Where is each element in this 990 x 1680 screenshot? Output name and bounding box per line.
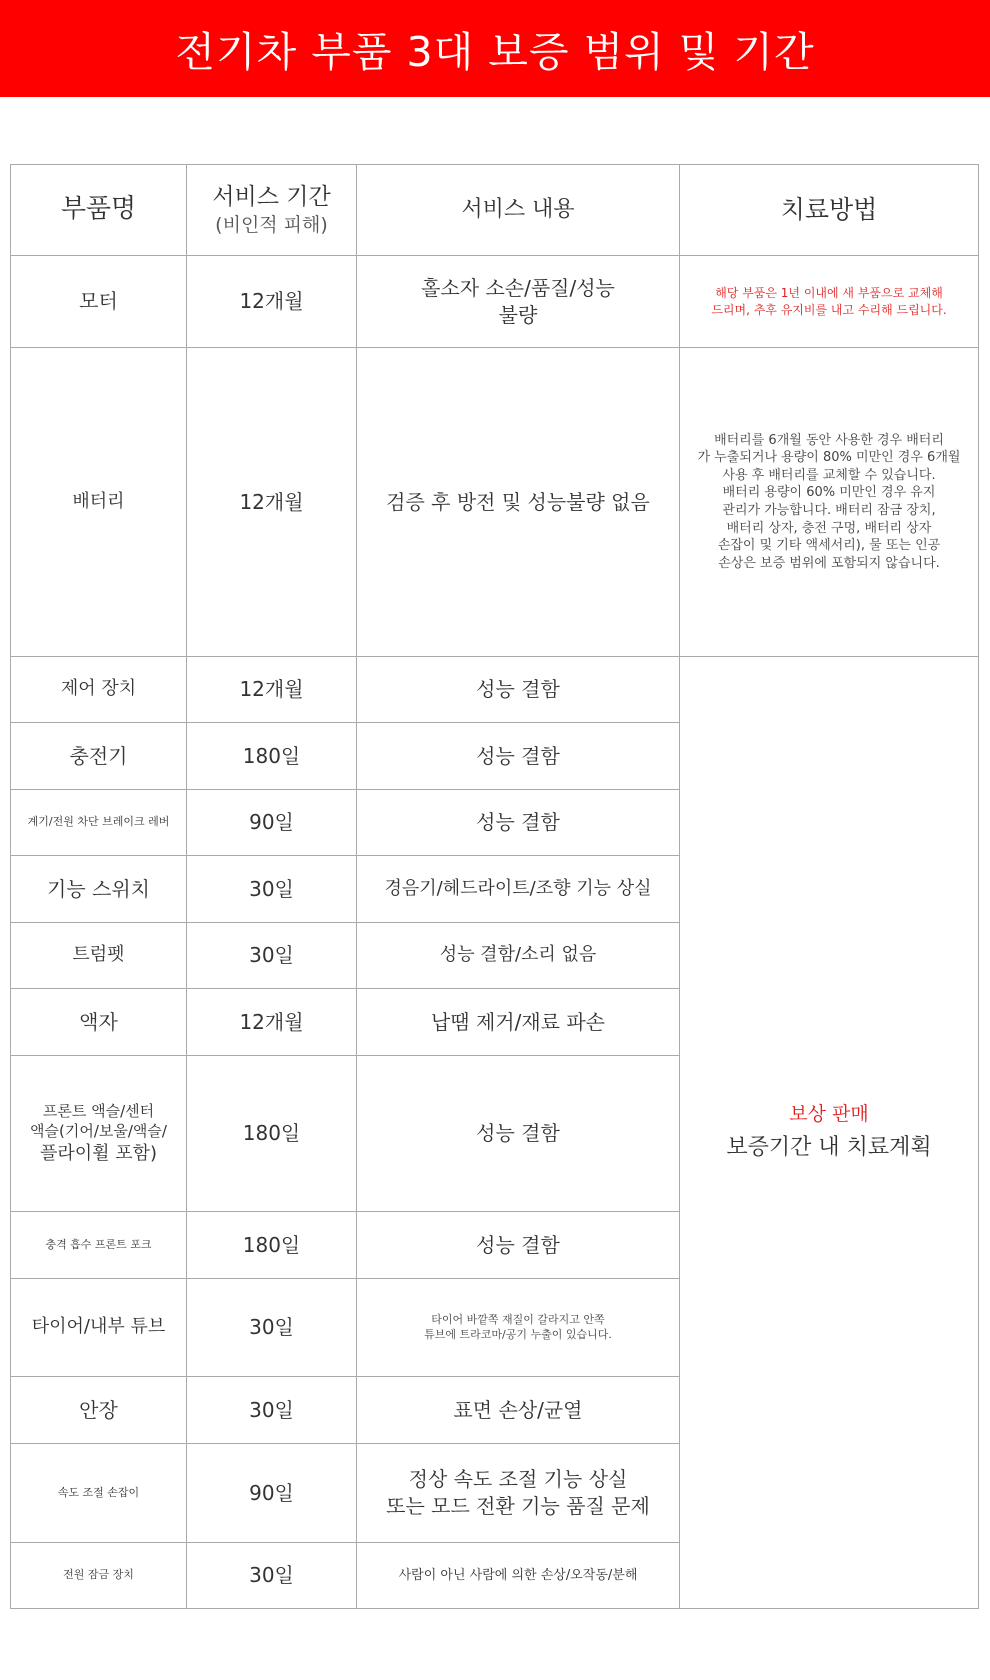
content-cell: 정상 속도 조절 기능 상실 또는 모드 전환 기능 품질 문제 (357, 1444, 680, 1543)
page-title: 전기차 부품 3대 보증 범위 및 기간 (175, 28, 815, 76)
header-period-sub: (비인적 피해) (215, 213, 328, 236)
period-cell: 30일 (187, 856, 357, 923)
period-cell: 30일 (187, 923, 357, 989)
content-cell: 성능 결함 (357, 1212, 680, 1279)
table-header-row (11, 165, 979, 256)
content-cell: 홀소자 소손/품질/성능 불량 (357, 256, 680, 348)
title-banner (0, 0, 990, 97)
warranty-table (10, 164, 979, 1609)
period-cell: 180일 (187, 1212, 357, 1279)
period-cell: 30일 (187, 1377, 357, 1444)
period-cell: 30일 (187, 1543, 357, 1609)
header-part: 부품명 (11, 165, 187, 256)
header-content: 서비스 내용 (357, 165, 680, 256)
part-cell: 속도 조절 손잡이 (11, 1444, 187, 1543)
period-cell: 12개월 (187, 657, 357, 723)
table-row (11, 348, 979, 657)
merged-method-cell (680, 657, 979, 1609)
content-cell: 성능 결함/소리 없음 (357, 923, 680, 989)
trade-in-label: 보상 판매 (789, 1102, 869, 1125)
content-cell: 성능 결함 (357, 1056, 680, 1212)
part-cell: 타이어/내부 튜브 (11, 1279, 187, 1377)
part-cell: 전원 잠금 장치 (11, 1543, 187, 1609)
header-method: 치료방법 (680, 165, 979, 256)
table-row (11, 256, 979, 348)
period-cell: 180일 (187, 1056, 357, 1212)
part-cell: 트럼펫 (11, 923, 187, 989)
content-cell: 검증 후 방전 및 성능불량 없음 (357, 348, 680, 657)
method-cell: 배터리를 6개월 동안 사용한 경우 배터리 가 누출되거나 용량이 80% 미만인 경우 6개월 사용 후 배터리를 교체할 수 있습니다. 배터리 용량이 60% 미만인 경우 유지 관리가 가능합니다. 배터리 잠금 장치, 배터리 상자, 충전 구멍, 배터리 상자 손잡이 및 기타 액세서리), 물 또는 인공 손상은 보증 범위에 포함되지 않습니다. (680, 348, 979, 657)
part-cell: 배터리 (11, 348, 187, 657)
part-cell: 액자 (11, 989, 187, 1056)
content-cell: 성능 결함 (357, 790, 680, 856)
period-cell: 90일 (187, 1444, 357, 1543)
content-cell: 타이어 바깥쪽 재질이 갈라지고 안쪽 튜브에 트라코마/공기 누출이 있습니다. (357, 1279, 680, 1377)
method-cell: 해당 부품은 1년 이내에 새 부품으로 교체해 드리며, 추후 유지비를 내고 수리해 드립니다. (680, 256, 979, 348)
part-cell: 충전기 (11, 723, 187, 790)
part-cell: 프론트 액슬/센터 액슬(기어/보울/액슬/ 플라이휠 포함) (11, 1056, 187, 1212)
part-cell: 계기/전원 차단 브레이크 레버 (11, 790, 187, 856)
period-cell: 30일 (187, 1279, 357, 1377)
period-cell: 180일 (187, 723, 357, 790)
part-cell: 충격 흡수 프론트 포크 (11, 1212, 187, 1279)
content-cell: 성능 결함 (357, 657, 680, 723)
content-cell: 표면 손상/균열 (357, 1377, 680, 1444)
period-cell: 90일 (187, 790, 357, 856)
part-cell: 모터 (11, 256, 187, 348)
period-cell: 12개월 (187, 348, 357, 657)
header-period (187, 165, 357, 256)
warranty-plan-label: 보증기간 내 치료계획 (726, 1135, 932, 1161)
content-cell: 성능 결함 (357, 723, 680, 790)
part-cell: 제어 장치 (11, 657, 187, 723)
table-row (11, 657, 979, 723)
content-cell: 사람이 아닌 사람에 의한 손상/오작동/분해 (357, 1543, 680, 1609)
content-cell: 경음기/헤드라이트/조향 기능 상실 (357, 856, 680, 923)
part-cell: 안장 (11, 1377, 187, 1444)
period-cell: 12개월 (187, 256, 357, 348)
header-period-main: 서비스 기간 (212, 183, 331, 210)
content-cell: 납땜 제거/재료 파손 (357, 989, 680, 1056)
period-cell: 12개월 (187, 989, 357, 1056)
part-cell: 기능 스위치 (11, 856, 187, 923)
